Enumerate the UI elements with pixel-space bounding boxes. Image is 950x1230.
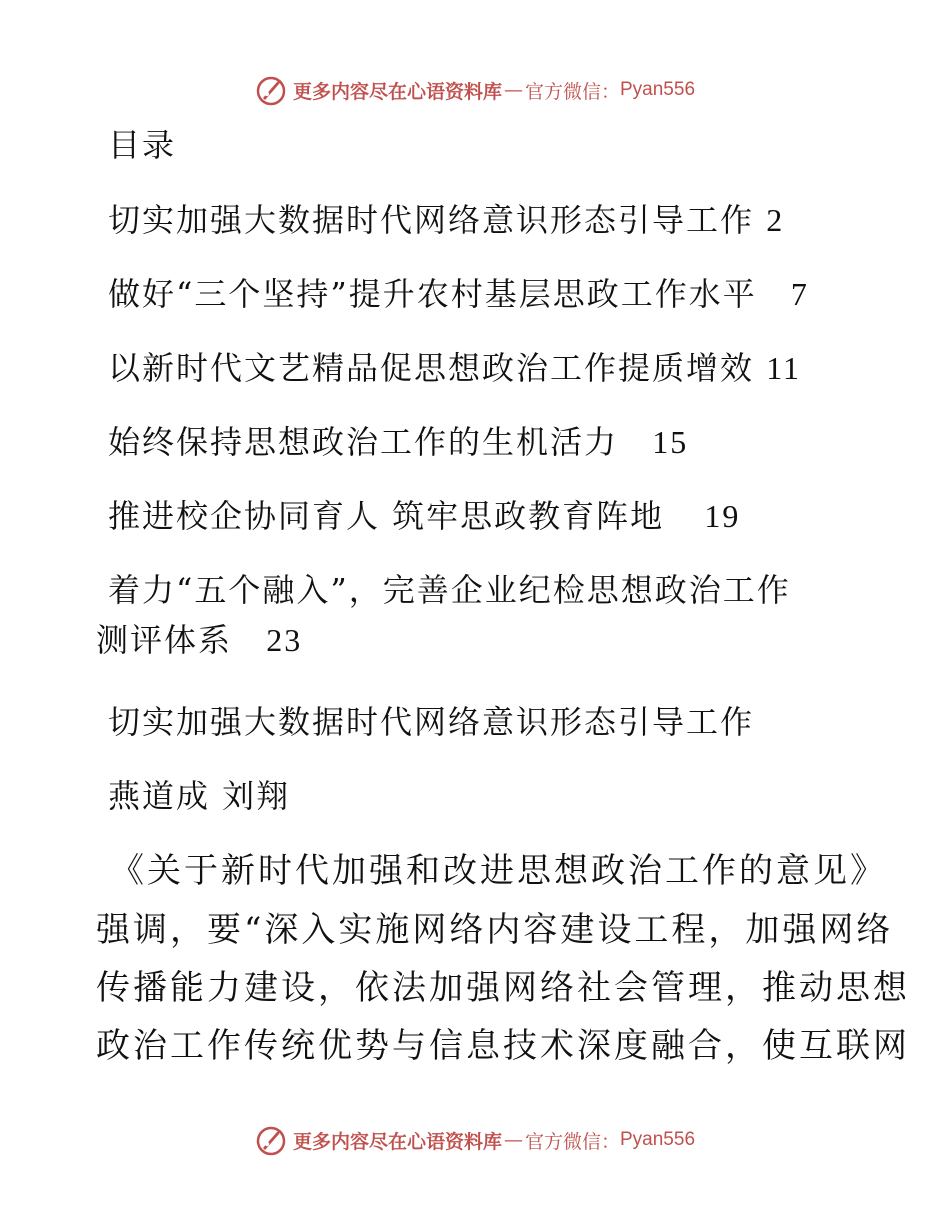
toc-entry-page: 2 bbox=[766, 202, 785, 238]
toc-entry[interactable] bbox=[108, 570, 791, 610]
footer-watermark bbox=[0, 1118, 950, 1162]
header-watermark bbox=[0, 68, 950, 112]
toc-entry[interactable] bbox=[108, 348, 801, 388]
toc-entry[interactable] bbox=[108, 200, 784, 240]
toc-entry-title: 推进校企协同育人 筑牢思政教育阵地 bbox=[108, 497, 665, 535]
quill-logo-icon bbox=[255, 74, 287, 106]
paragraph-line: 政治工作传统优势与信息技术深度融合，使互联网 bbox=[96, 1026, 910, 1066]
toc-entry-title: 以新时代文艺精品促思想政治工作提质增效 bbox=[108, 349, 755, 387]
watermark-site-text: 更多内容尽在心语资料库 bbox=[292, 1130, 502, 1153]
toc-entry-title: 做好“三个坚持”提升农村基层思政工作水平 bbox=[108, 275, 757, 313]
watermark-dash: — bbox=[503, 1129, 523, 1151]
article-title: 切实加强大数据时代网络意识形态引导工作 bbox=[108, 703, 755, 741]
paragraph-line: 《关于新时代加强和改进思想政治工作的意见》 bbox=[110, 851, 887, 891]
toc-entry-page: 15 bbox=[652, 424, 689, 460]
watermark-site-text: 更多内容尽在心语资料库 bbox=[292, 80, 502, 103]
toc-entry-page: 7 bbox=[790, 276, 809, 312]
toc-entry[interactable] bbox=[108, 496, 740, 536]
toc-entry-continuation[interactable] bbox=[96, 620, 302, 660]
toc-entry-page: 23 bbox=[266, 622, 303, 658]
toc-entry-title-cont: 测评体系 bbox=[96, 621, 233, 659]
toc-entry[interactable] bbox=[108, 422, 688, 462]
toc-entry[interactable] bbox=[108, 274, 809, 314]
toc-entry-page: 11 bbox=[766, 350, 801, 386]
watermark-dash: — bbox=[503, 79, 523, 101]
toc-entry-title: 始终保持思想政治工作的生机活力 bbox=[108, 423, 619, 461]
toc-entry-title: 着力“五个融入”，完善企业纪检思想政治工作 bbox=[108, 571, 791, 609]
toc-entry-page: 19 bbox=[704, 498, 741, 534]
paragraph-line: 强调，要“深入实施网络内容建设工程，加强网络 bbox=[96, 910, 894, 950]
watermark-wechat-id: Pyan556 bbox=[620, 1129, 696, 1150]
article-authors: 燕道成 刘翔 bbox=[108, 777, 291, 815]
paragraph-line: 传播能力建设，依法加强网络社会管理，推动思想 bbox=[96, 968, 910, 1008]
watermark-wechat-label: 官方微信： bbox=[524, 80, 620, 103]
watermark-wechat-label: 官方微信： bbox=[524, 1130, 620, 1153]
watermark-wechat-id: Pyan556 bbox=[620, 79, 696, 100]
toc-heading: 目录 bbox=[108, 126, 177, 164]
quill-logo-icon bbox=[255, 1124, 287, 1156]
toc-entry-title: 切实加强大数据时代网络意识形态引导工作 bbox=[108, 201, 755, 239]
